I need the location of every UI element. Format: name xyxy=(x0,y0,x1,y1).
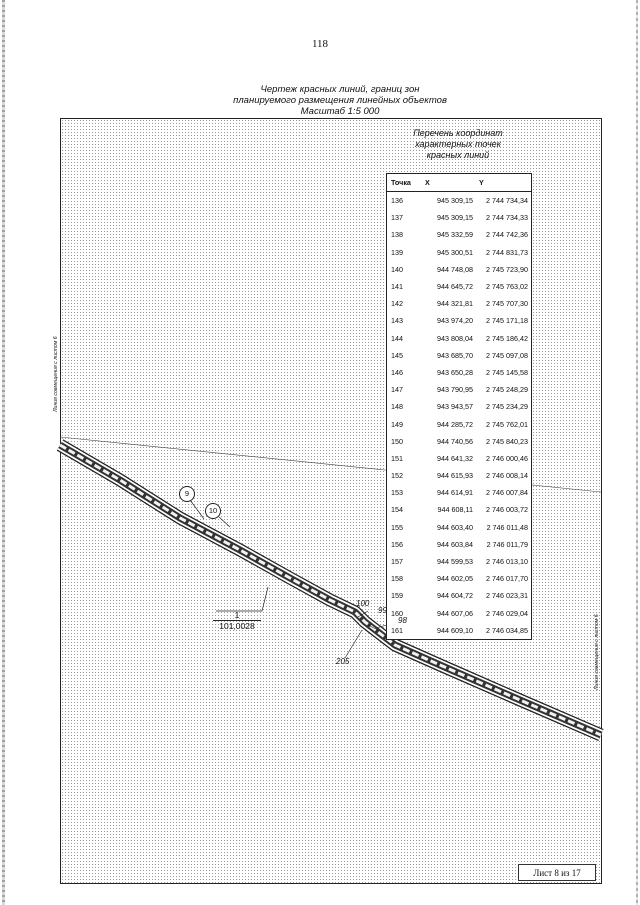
cell-x: 943 974,20 xyxy=(437,316,473,326)
cell-y: 2 744 734,34 xyxy=(486,196,528,206)
table-row xyxy=(387,398,532,415)
table-row xyxy=(387,450,532,467)
cell-point: 142 xyxy=(391,299,403,309)
table-row xyxy=(387,261,532,278)
cell-x: 944 740,56 xyxy=(437,436,473,446)
table-row xyxy=(387,605,532,622)
title-line-2: планируемого размещения линейных объектов xyxy=(233,95,447,106)
cell-x: 945 309,15 xyxy=(437,213,473,223)
cell-y: 2 746 011,79 xyxy=(486,539,528,549)
table-row xyxy=(387,501,532,518)
cell-x: 944 599,53 xyxy=(437,557,473,567)
cell-x: 944 604,72 xyxy=(437,591,473,601)
cell-y: 2 746 007,84 xyxy=(486,488,528,498)
cell-point: 148 xyxy=(391,402,403,412)
cell-x: 944 609,10 xyxy=(437,625,473,635)
point-label-98: 98 xyxy=(398,616,407,625)
cell-y: 2 745 840,23 xyxy=(486,436,528,446)
side-label-right-text: Линия совмещения с листом 6 xyxy=(594,614,600,690)
table-header-row xyxy=(387,174,532,192)
table-row xyxy=(387,381,532,398)
cell-point: 147 xyxy=(391,385,403,395)
table-row xyxy=(387,347,532,364)
table-row xyxy=(387,433,532,450)
leader-9 xyxy=(190,500,204,519)
cell-y: 2 745 171,18 xyxy=(486,316,528,326)
coordinates-table xyxy=(386,173,532,640)
cell-point: 138 xyxy=(391,230,403,240)
cell-point: 151 xyxy=(391,453,403,463)
point-label-205: 205 xyxy=(336,657,350,666)
table-row xyxy=(387,244,532,261)
coordinates-table-body xyxy=(387,192,532,640)
table-row xyxy=(387,553,532,570)
cell-y: 2 745 145,58 xyxy=(486,367,528,377)
cell-point: 145 xyxy=(391,350,403,360)
cell-y: 2 746 023,31 xyxy=(486,591,528,601)
cell-x: 944 603,84 xyxy=(437,539,473,549)
table-row xyxy=(387,536,532,553)
cell-x: 945 309,15 xyxy=(437,196,473,206)
cell-y: 2 745 248,29 xyxy=(486,385,528,395)
cell-x: 944 641,32 xyxy=(437,453,473,463)
cell-y: 2 746 011,48 xyxy=(486,522,528,532)
cell-y: 2 746 000,46 xyxy=(486,453,528,463)
marker-10: 10 xyxy=(205,503,221,519)
cell-x: 944 602,05 xyxy=(437,574,473,584)
cell-y: 2 745 097,08 xyxy=(486,350,528,360)
table-row xyxy=(387,415,532,432)
cell-point: 136 xyxy=(391,196,403,206)
table-row xyxy=(387,587,532,604)
cell-x: 944 615,93 xyxy=(437,471,473,481)
table-row xyxy=(387,278,532,295)
point-label-100: 100 xyxy=(356,599,370,608)
table-row xyxy=(387,570,532,587)
point-label-99: 99 xyxy=(378,606,387,615)
cell-x: 943 790,95 xyxy=(437,385,473,395)
caption-line-2: характерных точек xyxy=(415,139,501,149)
cell-x: 943 808,04 xyxy=(437,333,473,343)
cell-point: 149 xyxy=(391,419,403,429)
leader-10 xyxy=(219,517,230,527)
cell-y: 2 744 831,73 xyxy=(486,247,528,257)
header-x: X xyxy=(421,174,475,192)
cell-point: 159 xyxy=(391,591,403,601)
cell-x: 944 645,72 xyxy=(437,282,473,292)
cell-x: 944 608,11 xyxy=(437,505,473,515)
table-row xyxy=(387,226,532,243)
table-row xyxy=(387,209,532,226)
cell-point: 157 xyxy=(391,557,403,567)
cell-point: 155 xyxy=(391,522,403,532)
cell-x: 943 943,57 xyxy=(437,402,473,412)
table-row xyxy=(387,467,532,484)
cell-y: 2 745 762,01 xyxy=(486,419,528,429)
cell-y: 2 745 234,29 xyxy=(486,402,528,412)
table-row xyxy=(387,312,532,329)
caption-line-3: красных линий xyxy=(426,150,490,160)
cell-y: 2 745 763,02 xyxy=(486,282,528,292)
cell-y: 2 745 707,30 xyxy=(486,299,528,309)
cell-point: 143 xyxy=(391,316,403,326)
cell-point: 153 xyxy=(391,488,403,498)
cell-point: 154 xyxy=(391,505,403,515)
cell-x: 945 332,59 xyxy=(437,230,473,240)
caption-line-1: Перечень координат xyxy=(413,128,503,138)
cell-y: 2 745 186,42 xyxy=(486,333,528,343)
cell-point: 140 xyxy=(391,264,403,274)
table-row xyxy=(387,330,532,347)
cell-point: 141 xyxy=(391,282,403,292)
marker-9: 9 xyxy=(179,486,195,502)
cell-x: 943 650,28 xyxy=(437,367,473,377)
cell-y: 2 746 017,70 xyxy=(486,574,528,584)
table-row xyxy=(387,622,532,640)
cell-y: 2 744 734,33 xyxy=(486,213,528,223)
callout-number: 1 xyxy=(213,610,261,621)
side-label-left-text: Линия совмещения с листом 6 xyxy=(53,336,59,412)
cell-x: 943 685,70 xyxy=(437,350,473,360)
header-point: Точка xyxy=(387,174,422,192)
cell-point: 156 xyxy=(391,539,403,549)
cell-point: 152 xyxy=(391,471,403,481)
cell-x: 944 603,40 xyxy=(437,522,473,532)
cell-x: 944 607,06 xyxy=(437,608,473,618)
cell-point: 139 xyxy=(391,247,403,257)
cell-x: 944 614,91 xyxy=(437,488,473,498)
title-line-1: Чертеж красных линий, границ зон xyxy=(260,84,420,95)
title-scale: Масштаб 1:5 000 xyxy=(300,106,380,117)
leader-callout xyxy=(216,587,268,611)
cell-point: 146 xyxy=(391,367,403,377)
cell-x: 944 285,72 xyxy=(437,419,473,429)
cell-point: 161 xyxy=(391,625,403,635)
cell-x: 945 300,51 xyxy=(437,247,473,257)
cell-point: 160 xyxy=(391,608,403,618)
cell-y: 2 745 723,90 xyxy=(486,264,528,274)
cell-point: 150 xyxy=(391,436,403,446)
cell-y: 2 746 003,72 xyxy=(486,505,528,515)
cell-point: 158 xyxy=(391,574,403,584)
cell-y: 2 746 013,10 xyxy=(486,557,528,567)
callout-value: 101,0028 xyxy=(219,621,255,631)
cell-y: 2 744 742,36 xyxy=(486,230,528,240)
leader-205 xyxy=(345,630,362,658)
table-row xyxy=(387,364,532,381)
sheet-number-badge: Лист 8 из 17 xyxy=(518,864,596,881)
page-number: 118 xyxy=(311,38,329,50)
segment-callout xyxy=(213,610,261,632)
cell-x: 944 748,08 xyxy=(437,264,473,274)
table-row xyxy=(387,484,532,501)
table-row xyxy=(387,519,532,536)
coordinates-caption xyxy=(378,128,538,161)
cell-y: 2 746 029,04 xyxy=(486,608,528,618)
cell-point: 144 xyxy=(391,333,403,343)
cell-point: 137 xyxy=(391,213,403,223)
cell-y: 2 746 008,14 xyxy=(486,471,528,481)
table-row xyxy=(387,192,532,210)
header-y: Y xyxy=(475,174,532,192)
table-row xyxy=(387,295,532,312)
cell-y: 2 746 034,85 xyxy=(486,625,528,635)
cell-x: 944 321,81 xyxy=(437,299,473,309)
